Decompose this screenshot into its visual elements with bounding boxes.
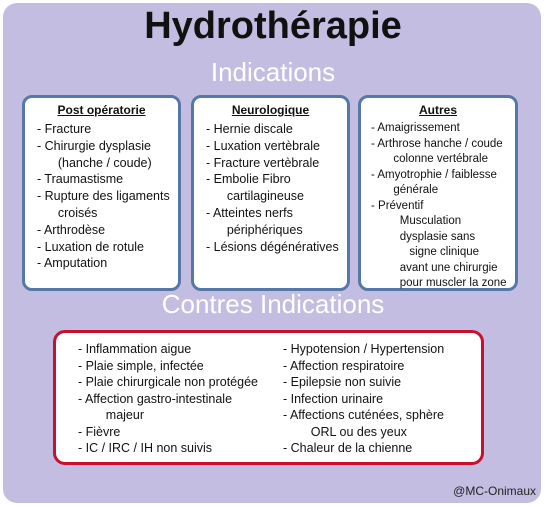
list-item: - Fièvre (78, 424, 121, 439)
contre-list-right (283, 341, 444, 457)
list-item: - Amaigrissement (371, 122, 460, 134)
list-item: - Affection gastro-intestinale (78, 391, 233, 406)
card-heading: Post opératorie (57, 103, 146, 117)
list-item: majeur (78, 408, 144, 422)
contre-list-left (78, 341, 258, 457)
list-item: périphériques (206, 222, 303, 237)
list-item: - Atteintes nerfs (206, 205, 293, 220)
list-item: - Hernie discale (206, 122, 293, 136)
list-item: - Préventif (371, 199, 424, 212)
list-item: - Plaie chirurgicale non protégée (78, 375, 258, 389)
card-autres (358, 95, 518, 291)
list-item: - Lésions dégénératives (206, 239, 339, 254)
credit-watermark: @MC-Onimaux (453, 484, 536, 498)
list-item: cartilagineuse (206, 189, 304, 204)
list-item: - Rupture des ligaments (37, 189, 170, 204)
list-item: avant une chirurgie (371, 261, 498, 274)
list-item: dysplasie sans (371, 230, 476, 243)
list-item: générale (371, 184, 439, 196)
card-heading: Neurologique (231, 103, 310, 117)
card-post-operatoire (22, 95, 181, 291)
list-item: - Amputation (37, 256, 108, 271)
list-item: - Amyotrophie / faiblesse (371, 168, 497, 181)
list-item: ORL ou des yeux (283, 424, 407, 439)
list-item: - Traumastisme (37, 172, 124, 187)
list-item: - Luxation vertèbrale (206, 138, 320, 153)
list-item: - Chirurgie dysplasie (37, 138, 151, 153)
contre-indications-heading: Contres Indications (161, 289, 385, 319)
card-list (194, 121, 347, 255)
list-item: - Inflammation aigue (78, 342, 192, 356)
list-item: - Affections cuténées, sphère (283, 408, 444, 422)
list-item: - Luxation de rotule (37, 239, 145, 254)
list-item: - Hypotension / Hypertension (283, 342, 445, 356)
list-item: - Epilepsie non suivie (283, 375, 402, 389)
list-item: - Embolie Fibro (206, 172, 291, 187)
list-item: - Arthrodèse (37, 222, 106, 237)
list-item: - Infection urinaire (283, 391, 384, 406)
list-item: pour muscler la zone (371, 277, 507, 289)
card-list (361, 121, 515, 292)
list-item: croisés (37, 205, 98, 220)
list-item: - Chaleur de la chienne (283, 441, 413, 455)
list-item: - Arthrose hanche / coude (371, 137, 503, 150)
list-item: - Affection respiratoire (283, 358, 405, 373)
list-item: - IC / IRC / IH non suivis (78, 441, 213, 455)
list-item: Musculation (371, 215, 462, 227)
list-item: - Fracture (37, 122, 92, 136)
list-item: colonne vertébrale (371, 153, 488, 165)
card-neurologique (191, 95, 350, 291)
list-item: (hanche / coude) (37, 155, 152, 170)
indications-heading: Indications (210, 57, 336, 87)
card-heading: Autres (418, 103, 457, 117)
list-item: - Plaie simple, infectée (78, 358, 204, 373)
page-title: Hydrothérapie (144, 5, 402, 47)
list-item: signe clinique (371, 246, 480, 258)
list-item: - Fracture vertèbrale (206, 155, 320, 170)
card-list (25, 121, 178, 272)
contre-indications-box (53, 330, 484, 465)
